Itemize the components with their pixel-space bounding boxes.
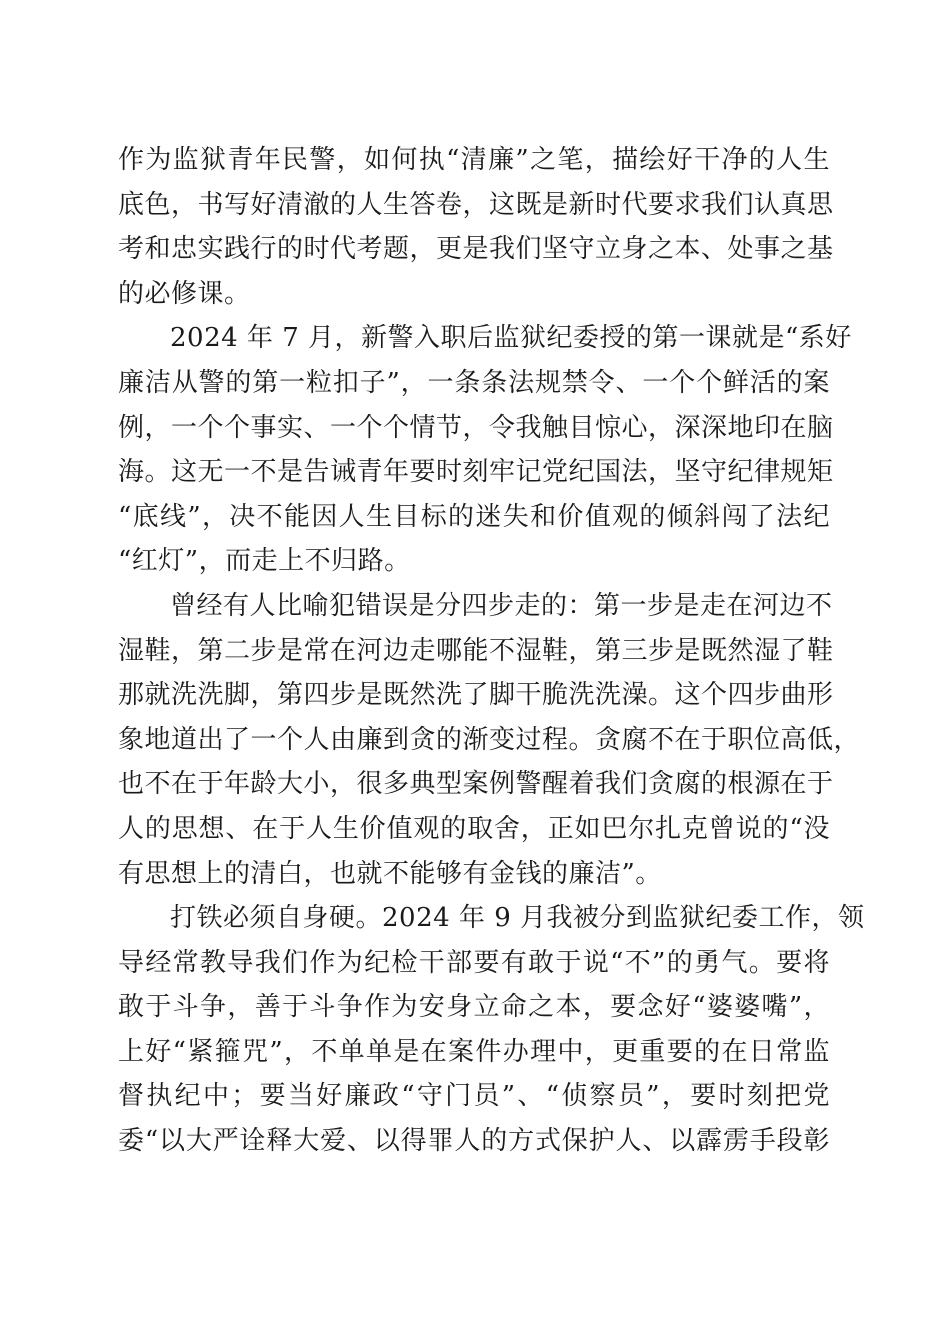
text-line: 考和忠实践行的时代考题，更是我们坚守立身之本、处事之基 <box>118 234 834 265</box>
text-line: “红灯”，而走上不归路。 <box>118 546 411 577</box>
text-line: 也不在于年龄大小，很多典型案例警醒着我们贪腐的根源在于 <box>118 769 834 800</box>
text-line: 委“以大严诠释大爱、以得罪人的方式保护人、以霹雳手段彰 <box>118 1126 830 1157</box>
text-line: 打铁必须自身硬。2024 年 9 月我被分到监狱纪委工作，领 <box>170 903 865 934</box>
text-line: 敢于斗争，善于斗争作为安身立命之本，要念好“婆婆嘴”， <box>118 992 830 1023</box>
text-line: 海。这无一不是告诫青年要时刻牢记党纪国法，坚守纪律规矩 <box>118 457 834 488</box>
text-line: 湿鞋，第二步是常在河边走哪能不湿鞋，第三步是既然湿了鞋 <box>118 635 834 666</box>
text-line: 有思想上的清白，也就不能够有金钱的廉洁”。 <box>118 858 662 889</box>
text-line: 导经常教导我们作为纪检干部要有敢于说“不”的勇气。要将 <box>118 947 830 978</box>
text-line: “底线”，决不能因人生目标的迷失和价值观的倾斜闯了法纪 <box>118 501 830 532</box>
document-body <box>118 138 865 1164</box>
text-line: 那就洗洗脚，第四步是既然洗了脚干脆洗洗澡。这个四步曲形 <box>118 680 834 711</box>
text-line: 曾经有人比喻犯错误是分四步走的：第一步是走在河边不 <box>170 590 833 621</box>
text-line: 人的思想、在于人生价值观的取舍，正如巴尔扎克曾说的“没 <box>118 813 830 844</box>
text-line: 2024 年 7 月，新警入职后监狱纪委授的第一课就是“系好 <box>170 323 852 354</box>
text-line: 督执纪中；要当好廉政“守门员”、“侦察员”，要时刻把党 <box>118 1081 830 1112</box>
text-line: 例，一个个事实、一个个情节，令我触目惊心，深深地印在脑 <box>118 412 834 443</box>
text-line: 的必修课。 <box>118 278 251 309</box>
text-line: 象地道出了一个人由廉到贪的渐变过程。贪腐不在于职位高低， <box>118 724 861 755</box>
text-line: 底色，书写好清澈的人生答卷，这既是新时代要求我们认真思 <box>118 189 834 220</box>
text-line: 作为监狱青年民警，如何执“清廉”之笔，描绘好干净的人生 <box>118 145 830 175</box>
text-line: 上好“紧箍咒”，不单单是在案件办理中，更重要的在日常监 <box>118 1036 830 1067</box>
text-line: 廉洁从警的第一粒扣子”，一条条法规禁令、一个个鲜活的案 <box>118 367 830 398</box>
